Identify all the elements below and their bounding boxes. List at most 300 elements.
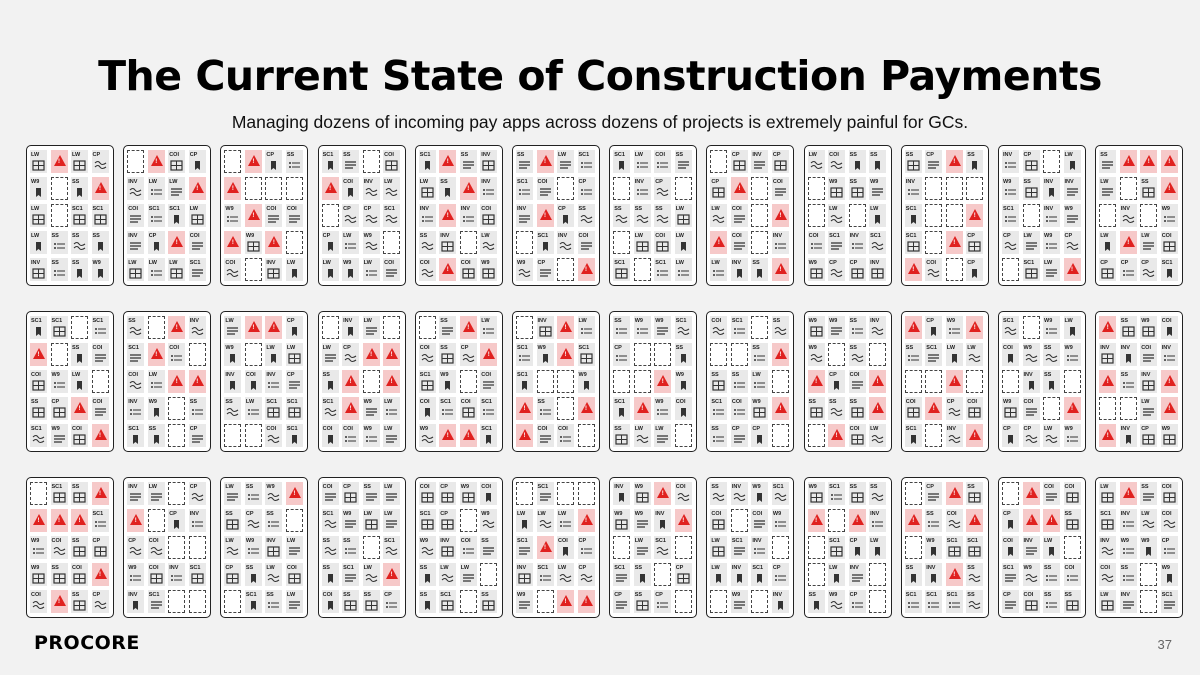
document-icon: SS [1043,590,1060,613]
alert-document-icon: ! [654,482,671,505]
alert-document-icon: ! [342,397,359,420]
document-icon: SS [1140,482,1157,505]
document-icon: W9 [808,316,825,339]
alert-document-icon: ! [127,509,144,532]
document-icon: SC1 [127,343,144,366]
project-card [609,477,697,618]
alert-document-icon: ! [1120,231,1137,254]
missing-document-icon [946,258,963,281]
alert-document-icon: ! [946,150,963,173]
document-icon: INV [439,231,456,254]
document-icon: CP [849,590,866,613]
alert-document-icon: ! [1099,370,1116,393]
document-icon: CP [1002,590,1019,613]
document-icon: COI [1023,397,1040,420]
document-icon: SC1 [265,397,282,420]
document-icon: COI [71,424,88,447]
document-icon: COI [265,424,282,447]
document-icon: SS [634,204,651,227]
missing-document-icon [224,590,241,613]
document-icon: COI [127,370,144,393]
document-icon: CP [286,316,303,339]
document-icon: SS [322,536,339,559]
document-icon: CP [675,563,692,586]
project-card [415,311,503,452]
document-icon: INV [869,509,886,532]
missing-document-icon [869,563,886,586]
document-icon: SS [419,563,436,586]
document-icon: SS [127,316,144,339]
document-icon: SC1 [439,397,456,420]
document-icon: LW [30,204,47,227]
document-icon: CP [731,150,748,173]
missing-document-icon [557,370,574,393]
document-icon: LW [168,177,185,200]
document-icon: INV [1120,590,1137,613]
alert-document-icon: ! [148,150,165,173]
missing-document-icon [460,370,477,393]
document-icon: CP [1140,424,1157,447]
document-icon: SS [613,316,630,339]
document-icon: LW [675,231,692,254]
missing-document-icon [383,316,400,339]
alert-document-icon: ! [578,509,595,532]
document-icon: W9 [1043,316,1060,339]
document-icon: INV [1099,343,1116,366]
document-icon: SS [710,370,727,393]
missing-document-icon [245,177,262,200]
missing-document-icon [1043,397,1060,420]
document-icon: W9 [363,231,380,254]
document-icon: COI [127,204,144,227]
missing-document-icon [966,177,983,200]
document-icon: COI [245,370,262,393]
document-icon: CP [127,536,144,559]
document-icon: LW [30,150,47,173]
document-icon: COI [578,231,595,254]
document-icon: LW [1099,482,1116,505]
document-icon: W9 [808,482,825,505]
document-icon: COI [419,343,436,366]
document-icon: INV [419,204,436,227]
document-icon: SS [675,343,692,366]
document-icon: LW [383,482,400,505]
project-card [804,311,892,452]
alert-document-icon: ! [439,204,456,227]
document-icon: CP [342,343,359,366]
document-icon: CP [1099,258,1116,281]
missing-document-icon [710,590,727,613]
document-icon: SS [849,150,866,173]
document-icon: COI [189,231,206,254]
document-icon: COI [460,258,477,281]
document-icon: INV [168,563,185,586]
alert-document-icon: ! [189,177,206,200]
document-icon: SC1 [675,316,692,339]
alert-document-icon: ! [1023,509,1040,532]
missing-document-icon [905,370,922,393]
document-icon: SC1 [342,563,359,586]
document-icon: SC1 [578,343,595,366]
alert-document-icon: ! [849,509,866,532]
document-icon: SS [322,563,339,586]
document-icon: W9 [342,258,359,281]
document-icon: LW [363,563,380,586]
document-icon: SS [265,590,282,613]
document-icon: SS [189,397,206,420]
document-icon: CP [148,231,165,254]
document-icon: LW [1023,231,1040,254]
missing-document-icon [383,231,400,254]
missing-document-icon [654,563,671,586]
document-icon: CP [849,258,866,281]
missing-document-icon [1002,258,1019,281]
document-icon: SC1 [1002,563,1019,586]
document-icon: W9 [245,231,262,254]
document-icon: SS [1120,316,1137,339]
document-icon: LW [557,150,574,173]
missing-document-icon [828,509,845,532]
document-icon: INV [1140,370,1157,393]
document-icon: COI [1064,563,1081,586]
document-icon: COI [1161,509,1178,532]
document-icon: INV [363,177,380,200]
document-icon: INV [127,590,144,613]
document-icon: CP [1140,258,1157,281]
document-icon: COI [342,424,359,447]
document-icon: CP [168,509,185,532]
document-icon: CP [439,482,456,505]
document-icon: COI [1043,482,1060,505]
document-icon: COI [925,258,942,281]
missing-document-icon [189,343,206,366]
document-icon: INV [127,231,144,254]
alert-document-icon: ! [516,397,533,420]
document-icon: SC1 [92,204,109,227]
missing-document-icon [363,370,380,393]
document-icon: INV [1064,177,1081,200]
document-icon: W9 [634,482,651,505]
missing-document-icon [1120,177,1137,200]
document-icon: W9 [30,177,47,200]
missing-document-icon [516,316,533,339]
document-icon: CP [1002,424,1019,447]
document-icon: LW [1043,536,1060,559]
document-icon: COI [849,370,866,393]
project-card [415,477,503,618]
document-icon: SC1 [613,150,630,173]
missing-document-icon [1064,370,1081,393]
document-icon: SC1 [286,424,303,447]
document-icon: LW [342,231,359,254]
document-icon: W9 [363,397,380,420]
alert-document-icon: ! [51,590,68,613]
document-icon: INV [869,316,886,339]
document-icon: SS [480,536,497,559]
missing-document-icon [51,177,68,200]
document-icon: SS [71,343,88,366]
alert-document-icon: ! [905,509,922,532]
document-icon: LW [966,343,983,366]
missing-document-icon [363,150,380,173]
project-card [998,477,1086,618]
document-icon: INV [772,590,789,613]
document-icon: COI [168,343,185,366]
document-icon: LW [148,258,165,281]
document-icon: LW [634,536,651,559]
alert-document-icon: ! [516,424,533,447]
missing-document-icon [772,536,789,559]
document-icon: CP [537,258,554,281]
alert-document-icon: ! [772,258,789,281]
document-icon: INV [1120,424,1137,447]
alert-document-icon: ! [772,204,789,227]
alert-document-icon: ! [71,509,88,532]
document-icon: SS [342,150,359,173]
document-icon: COI [419,258,436,281]
document-icon: SS [849,343,866,366]
missing-document-icon [710,150,727,173]
document-icon: COI [1161,482,1178,505]
document-icon: COI [731,397,748,420]
document-icon: CP [654,177,671,200]
missing-document-icon [245,424,262,447]
missing-document-icon [905,536,922,559]
missing-document-icon [808,177,825,200]
document-icon: SC1 [286,397,303,420]
document-icon: SC1 [419,150,436,173]
document-icon: W9 [654,397,671,420]
document-icon: W9 [148,397,165,420]
document-icon: W9 [51,370,68,393]
document-icon: LW [557,563,574,586]
document-icon: SS [1023,177,1040,200]
document-icon: SS [1043,563,1060,586]
document-icon: W9 [363,424,380,447]
document-icon: SS [516,150,533,173]
alert-document-icon: ! [168,231,185,254]
alert-document-icon: ! [92,563,109,586]
document-icon: COI [265,204,282,227]
document-icon: SS [808,397,825,420]
document-icon: SS [905,563,922,586]
missing-document-icon [808,536,825,559]
document-icon: SS [966,150,983,173]
missing-document-icon [869,590,886,613]
document-icon: W9 [537,343,554,366]
project-card [26,145,114,286]
document-icon: LW [480,316,497,339]
document-icon: SC1 [322,509,339,532]
document-icon: W9 [828,177,845,200]
document-icon: INV [1043,177,1060,200]
document-icon: SC1 [537,482,554,505]
document-icon: LW [480,231,497,254]
document-icon: W9 [578,370,595,393]
document-icon: SC1 [51,482,68,505]
document-icon: SS [828,397,845,420]
missing-document-icon [363,536,380,559]
missing-document-icon [634,370,651,393]
document-icon: SC1 [731,536,748,559]
document-icon: W9 [516,258,533,281]
document-icon: W9 [224,343,241,366]
alert-document-icon: ! [168,316,185,339]
document-icon: LW [363,316,380,339]
document-icon: LW [1043,258,1060,281]
alert-document-icon: ! [731,177,748,200]
alert-document-icon: ! [363,343,380,366]
document-icon: COI [1161,231,1178,254]
alert-document-icon: ! [1023,482,1040,505]
document-icon: SC1 [613,397,630,420]
document-icon: SC1 [168,204,185,227]
document-icon: SS [363,590,380,613]
document-icon: INV [1120,204,1137,227]
project-card [1095,311,1183,452]
document-icon: W9 [30,536,47,559]
missing-document-icon [578,424,595,447]
document-icon: W9 [946,316,963,339]
document-icon: CP [1002,509,1019,532]
document-icon: INV [516,204,533,227]
document-icon: W9 [1064,204,1081,227]
alert-document-icon: ! [946,370,963,393]
alert-document-icon: ! [1099,316,1116,339]
document-icon: W9 [1161,424,1178,447]
document-icon: SS [654,204,671,227]
missing-document-icon [1064,536,1081,559]
document-icon: SS [342,536,359,559]
document-icon: SC1 [1161,258,1178,281]
document-icon: INV [127,177,144,200]
alert-document-icon: ! [460,424,477,447]
document-icon: W9 [480,258,497,281]
document-icon: CP [557,204,574,227]
alert-document-icon: ! [286,482,303,505]
document-icon: LW [634,231,651,254]
document-icon: SS [578,204,595,227]
alert-document-icon: ! [905,316,922,339]
alert-document-icon: ! [439,150,456,173]
document-icon: COI [731,231,748,254]
document-icon: LW [828,563,845,586]
document-icon: INV [731,563,748,586]
document-icon: INV [772,231,789,254]
document-icon: LW [168,258,185,281]
document-icon: SC1 [710,397,727,420]
procore-logo: PROCORE [34,632,140,654]
document-icon: INV [537,316,554,339]
document-icon: W9 [1043,231,1060,254]
alert-document-icon: ! [578,258,595,281]
document-icon: SC1 [1023,258,1040,281]
document-icon: COI [71,563,88,586]
document-icon: LW [537,509,554,532]
document-icon: CP [849,536,866,559]
document-icon: LW [1099,177,1116,200]
document-icon: LW [710,536,727,559]
missing-document-icon [808,424,825,447]
project-card [901,311,989,452]
document-icon: W9 [925,536,942,559]
document-icon: LW [869,536,886,559]
document-icon: SC1 [654,258,671,281]
alert-document-icon: ! [92,177,109,200]
document-icon: INV [925,563,942,586]
document-icon: CP [245,509,262,532]
alert-document-icon: ! [1161,150,1178,173]
missing-document-icon [286,177,303,200]
missing-document-icon [148,316,165,339]
document-icon: W9 [634,509,651,532]
missing-document-icon [946,204,963,227]
missing-document-icon [808,204,825,227]
alert-document-icon: ! [869,370,886,393]
document-icon: LW [869,204,886,227]
document-icon: LW [265,563,282,586]
missing-document-icon [675,424,692,447]
alert-document-icon: ! [439,258,456,281]
alert-document-icon: ! [383,343,400,366]
document-icon: COI [480,370,497,393]
document-icon: SS [1120,563,1137,586]
document-icon: SC1 [925,343,942,366]
alert-document-icon: ! [92,482,109,505]
document-icon: COI [710,316,727,339]
document-icon: SS [634,563,651,586]
missing-document-icon [613,231,630,254]
document-icon: COI [148,563,165,586]
missing-document-icon [557,482,574,505]
document-icon: COI [1002,536,1019,559]
document-icon: SS [905,343,922,366]
missing-document-icon [516,482,533,505]
document-icon: W9 [51,424,68,447]
alert-document-icon: ! [439,424,456,447]
document-icon: SS [480,590,497,613]
missing-document-icon [537,370,554,393]
document-icon: W9 [869,177,886,200]
missing-document-icon [1043,150,1060,173]
alert-document-icon: ! [578,590,595,613]
document-icon: CP [578,563,595,586]
missing-document-icon [772,424,789,447]
alert-document-icon: ! [946,563,963,586]
document-icon: INV [751,536,768,559]
document-icon: W9 [516,590,533,613]
page-number: 37 [1157,637,1172,652]
document-icon: SC1 [869,231,886,254]
document-icon: SS [148,424,165,447]
document-icon: SC1 [905,424,922,447]
document-icon: CP [439,509,456,532]
document-icon: INV [439,536,456,559]
document-icon: SS [245,563,262,586]
document-icon: LW [383,177,400,200]
document-icon: W9 [1140,536,1157,559]
missing-document-icon [772,370,789,393]
alert-document-icon: ! [148,343,165,366]
project-card [220,145,308,286]
document-icon: SC1 [654,536,671,559]
alert-document-icon: ! [966,204,983,227]
alert-document-icon: ! [710,231,727,254]
document-icon: W9 [828,316,845,339]
document-icon: SS [51,231,68,254]
document-icon: LW [1064,316,1081,339]
document-icon: W9 [1064,424,1081,447]
